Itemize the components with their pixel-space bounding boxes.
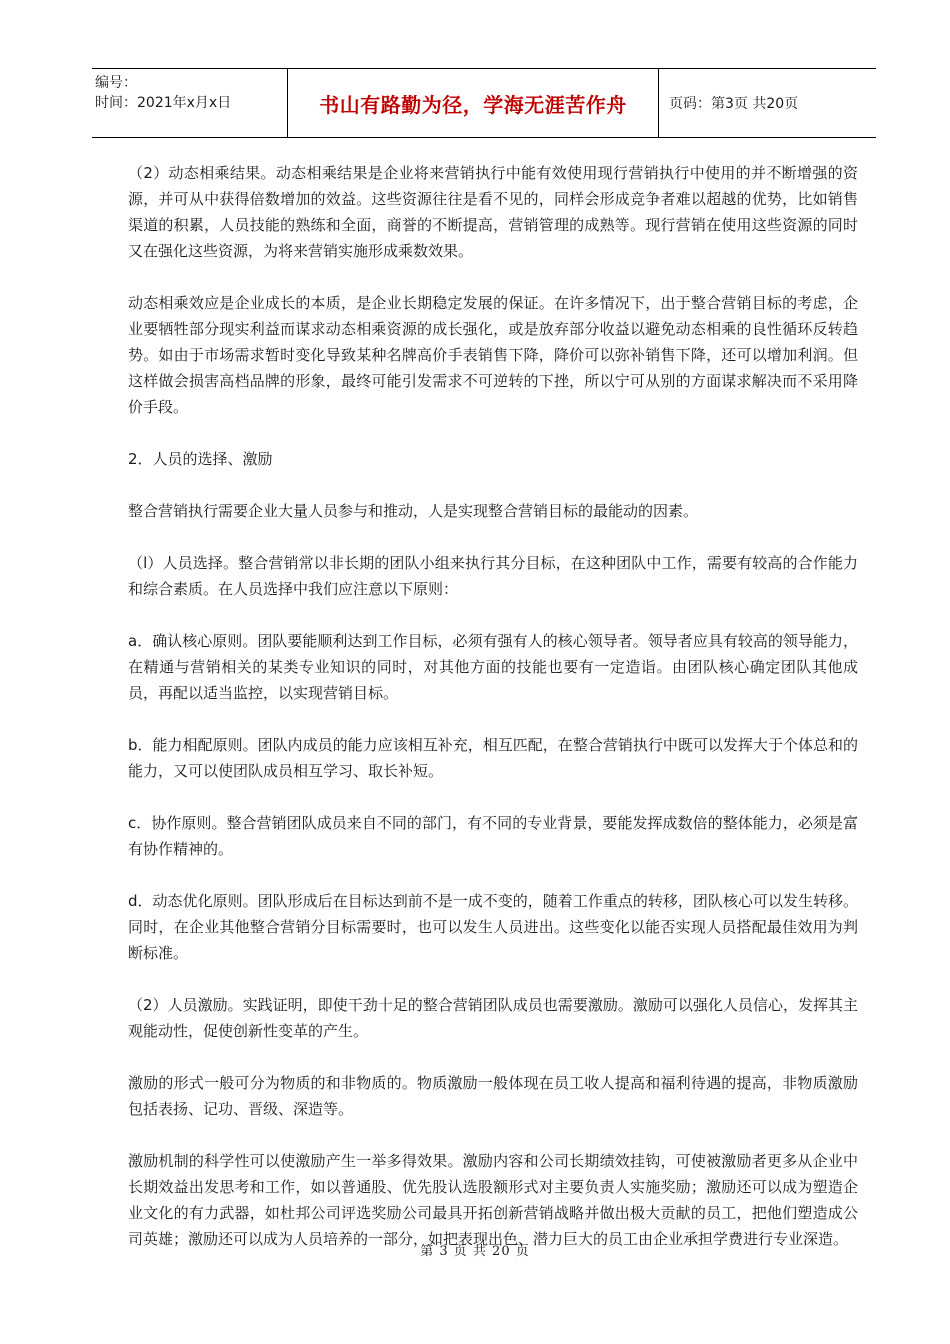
paragraph: （2）人员激励。实践证明，即使干劲十足的整合营销团队成员也需要激励。激励可以强化人员信心，发挥其主观能动性，促使创新性变革的产生。	[128, 996, 858, 1040]
header-motto: 书山有路勤为径，学海无涯苦作舟	[287, 69, 659, 137]
paragraph: 激励的形式一般可分为物质的和非物质的。物质激励一般体现在员工收人提高和福利待遇的提高，非物质激励包括表扬、记功、晋级、深造等。	[128, 1074, 858, 1118]
paragraph: 激励机制的科学性可以使激励产生一举多得效果。激励内容和公司长期绩效挂钩，可使被激励者更多从企业中长期效益出发思考和工作，如以普通股、优先股认选股额形式对主要负责人实施奖励；激励还可以成为塑造企业文化的有力武器，如杜邦公司评选奖励公司最具开拓创新营销战略并做出极大贡献的员工，把他们塑造成公司英雄；激励还可以成为人员培养的一部分，如把表现出色、潜力巨大的员工由企业承担学费进行专业深造。	[128, 1152, 858, 1248]
header-meta	[92, 69, 287, 137]
section-heading: 2．人员的选择、激励	[128, 450, 273, 468]
paragraph: c．协作原则。整合营销团队成员来自不同的部门，有不同的专业背景，要能发挥成数倍的整体能力，必须是富有协作精神的。	[128, 814, 858, 858]
paragraph: b．能力相配原则。团队内成员的能力应该相互补充，相互匹配，在整合营销执行中既可以发挥大于个体总和的能力，又可以使团队成员相互学习、取长补短。	[128, 736, 858, 780]
paragraph: a．确认核心原则。团队要能顺利达到工作目标，必须有强有人的核心领导者。领导者应具有较高的领导能力，在精通与营销相关的某类专业知识的同时，对其他方面的技能也要有一定造诣。由团队核心确定团队其他成员，再配以适当监控，以实现营销目标。	[128, 632, 858, 702]
page-header	[92, 68, 876, 138]
paragraph: （l）人员选择。整合营销常以非长期的团队小组来执行其分目标，在这种团队中工作，需要有较高的合作能力和综合素质。在人员选择中我们应注意以下原则：	[128, 554, 858, 598]
paragraph: （2）动态相乘结果。动态相乘结果是企业将来营销执行中能有效使用现行营销执行中使用的并不断增强的资源，并可从中获得倍数增加的效益。这些资源往往是看不见的，同样会形成竞争者难以超越的优势，比如销售渠道的积累，人员技能的熟练和全面，商誉的不断提高，营销管理的成熟等。现行营销在使用这些资源的同时又在强化这些资源，为将来营销实施形成乘数效果。	[128, 164, 858, 260]
document-time: 时间：2021年x月x日	[95, 95, 232, 111]
header-page-number: 页码：第3页 共20页	[669, 96, 799, 112]
document-number: 编号：	[95, 75, 137, 91]
document-body	[128, 160, 858, 1278]
paragraph: 动态相乘效应是企业成长的本质，是企业长期稳定发展的保证。在许多情况下，出于整合营销目标的考虑，企业要牺牲部分现实利益而谋求动态相乘资源的成长强化，或是放弃部分收益以避免动态相乘的良性循环反转趋势。如由于市场需求暂时变化导致某种名牌高价手表销售下降，降价可以弥补销售下降，还可以增加利润。但这样做会损害高档品牌的形象，最终可能引发需求不可逆转的下挫，所以宁可从别的方面谋求解决而不采用降价手段。	[128, 294, 858, 416]
paragraph: d．动态优化原则。团队形成后在目标达到前不是一成不变的，随着工作重点的转移，团队核心可以发生转移。同时，在企业其他整合营销分目标需要时，也可以发生人员进出。这些变化以能否实现人员搭配最佳效用为判断标准。	[128, 892, 858, 962]
paragraph: 整合营销执行需要企业大量人员参与和推动，人是实现整合营销目标的最能动的因素。	[128, 502, 699, 520]
page-footer: 第 3 页 共 20 页	[420, 1244, 530, 1259]
